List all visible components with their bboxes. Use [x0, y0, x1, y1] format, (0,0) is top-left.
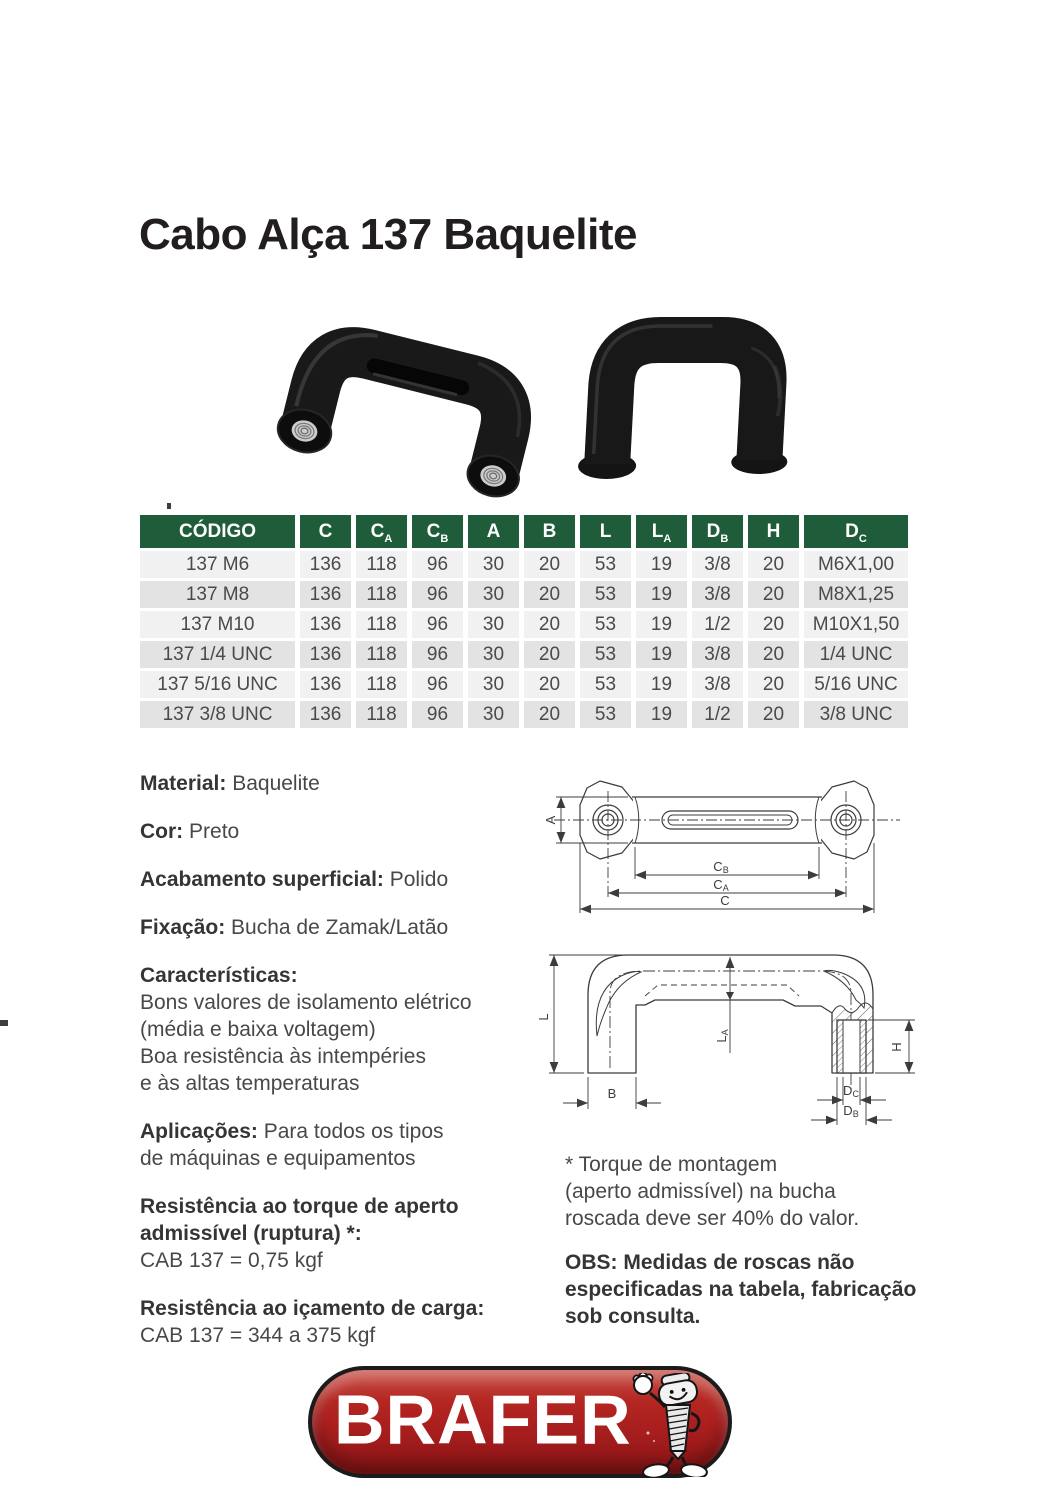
- spec-aplicacoes: Aplicações: Para todos os tipos de máquinas e equipamentos: [140, 1120, 444, 1170]
- header-la: $L_A$: [636, 515, 687, 548]
- specifications: [140, 770, 570, 1370]
- spec-icamento: Resistência ao içamento de carga: CAB 137 = 344 a 375 kgf: [140, 1297, 485, 1347]
- spec-material: Material: Baquelite: [140, 772, 320, 795]
- spec-torque: Resistência ao torque de aperto admissível (ruptura) *: CAB 137 = 0,75 kgf: [140, 1195, 459, 1272]
- notes: [565, 1151, 975, 1347]
- bushing-wall-right: [860, 1020, 866, 1073]
- header-l: L: [580, 515, 631, 548]
- handle-body: [607, 340, 765, 464]
- spec-fixacao: Fixação: Bucha de Zamak/Latão: [140, 916, 449, 939]
- brand-text: BRAFER: [334, 1380, 632, 1459]
- obs-note: OBS: Medidas de roscas não especificadas na tabela, fabricação sob consulta.: [565, 1251, 917, 1328]
- page-title: Cabo Alça 137 Baquelite: [139, 210, 637, 259]
- brafer-logo: [308, 1366, 732, 1478]
- dim-label-a: A: [543, 815, 558, 825]
- table-row: 137 3/8 UNC 136 118 96 30 20 53 19 1/2 20 3/8 UNC: [140, 701, 908, 728]
- torque-note: * Torque de montagem (aperto admissível) na bucha roscada deve ser 40% do valor.: [565, 1153, 860, 1230]
- table-row: 137 M10 136 118 96 30 20 53 19 1/2 20 M10X1,50: [140, 611, 908, 638]
- table-cell: 137 M6: [140, 551, 295, 578]
- stray-mark: [167, 503, 171, 509]
- table-header-row: [140, 515, 908, 548]
- header-a: A: [468, 515, 519, 548]
- stray-mark: [0, 1020, 8, 1026]
- top-view-drawing: [540, 763, 914, 928]
- dim-label-ca: CA: [713, 877, 729, 893]
- table-cell: 137 M10: [140, 611, 295, 638]
- side-view-drawing: [525, 933, 945, 1146]
- header-dc: $D_C$: [804, 515, 908, 548]
- table-row: 137 5/16 UNC 136 118 96 30 20 53 19 3/8 20 5/16 UNC: [140, 671, 908, 698]
- header-c: C: [300, 515, 351, 548]
- header-codigo: CÓDIGO: [140, 515, 295, 548]
- spec-cor: Cor: Preto: [140, 820, 240, 843]
- table-cell: 137 M8: [140, 581, 295, 608]
- bushing-wall-left: [837, 1020, 843, 1073]
- dim-label-c: C: [720, 893, 730, 908]
- table-row: 137 M6 136 118 96 30 20 53 19 3/8 20 M6X1,00: [140, 551, 908, 578]
- header-b: B: [524, 515, 575, 548]
- table-cell: 137 1/4 UNC: [140, 641, 295, 668]
- dim-label-db: DB: [843, 1103, 859, 1119]
- dim-label-la: LA: [714, 1029, 730, 1043]
- mascot-legs: [642, 1457, 708, 1477]
- product-photo-angled: [252, 312, 552, 522]
- spec-caracteristicas: Características: Bons valores de isolamento elétrico (média e baixa voltagem) Boa resistência às intempéries e às altas temperaturas: [140, 964, 472, 1095]
- mascot-body: [666, 1405, 690, 1459]
- header-db: $D_B$: [692, 515, 743, 548]
- header-cb: $C_B$: [412, 515, 463, 548]
- dim-label-h: H: [889, 1042, 904, 1052]
- table-row: 137 1/4 UNC 136 118 96 30 20 53 19 3/8 20 1/4 UNC: [140, 641, 908, 668]
- screw-mascot-icon: [628, 1373, 718, 1477]
- mascot-arm: [689, 1413, 699, 1431]
- dim-label-dc: DC: [843, 1083, 859, 1099]
- table-row: 137 M8 136 118 96 30 20 53 19 3/8 20 M8X1,25: [140, 581, 908, 608]
- mascot-head: [656, 1373, 699, 1407]
- header-ca: $C_A$: [356, 515, 407, 548]
- table-cell: 137 5/16 UNC: [140, 671, 295, 698]
- dimensions-table: [135, 512, 913, 731]
- spec-acabamento: Acabamento superficial: Polido: [140, 868, 449, 891]
- dim-label-l: L: [536, 1013, 551, 1021]
- table-cell: 137 3/8 UNC: [140, 701, 295, 728]
- header-h: H: [748, 515, 799, 548]
- handle-front-image: [556, 296, 814, 492]
- dim-label-cb: CB: [713, 859, 729, 875]
- dim-label-b: B: [607, 1086, 617, 1101]
- product-photo-front: [556, 296, 814, 497]
- handle-angled-image: [252, 312, 552, 517]
